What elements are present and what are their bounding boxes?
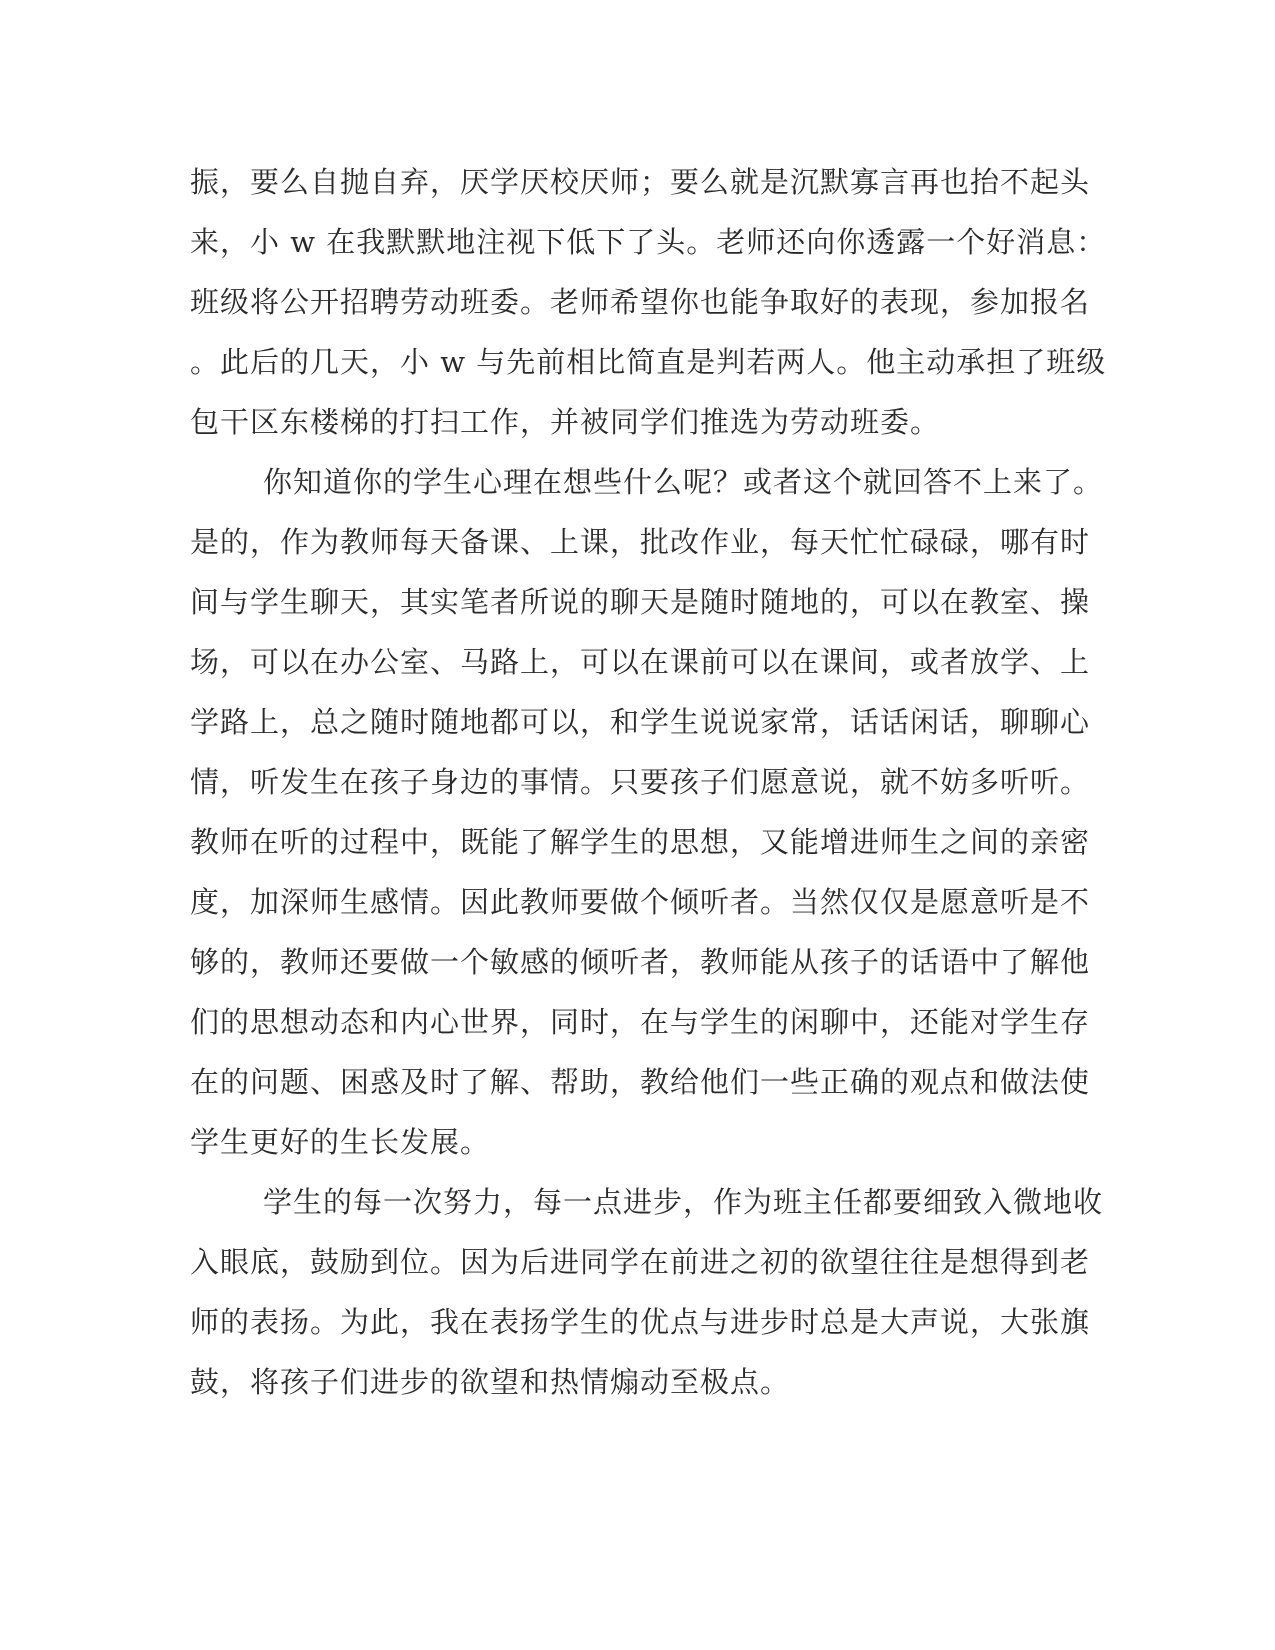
- text-line: 来，小 w 在我默默地注视下低下了头。老师还向你透露一个好消息：: [190, 225, 1107, 259]
- text-line: 在的问题、困惑及时了解、帮助，教给他们一些正确的观点和做法使: [190, 1065, 1091, 1099]
- paragraph-2: [190, 452, 1104, 1172]
- text-line: 们的思想动态和内心世界，同时，在与学生的闲聊中，还能对学生存: [190, 1005, 1091, 1039]
- text-line: 振，要么自抛自弃，厌学厌校厌师；要么就是沉默寡言再也抬不起头: [190, 165, 1091, 199]
- paragraph-1: [190, 152, 1107, 452]
- text-line: 场，可以在办公室、马路上，可以在课前可以在课间，或者放学、上: [190, 645, 1091, 679]
- text-line: 学路上，总之随时随地都可以，和学生说说家常，话话闲话，聊聊心: [190, 705, 1091, 739]
- text-line: 间与学生聊天，其实笔者所说的聊天是随时随地的，可以在教室、操: [190, 585, 1091, 619]
- text-line: 情，听发生在孩子身边的事情。只要孩子们愿意说，就不妨多听听。: [190, 765, 1091, 799]
- text-line: 你知道你的学生心理在想些什么呢？或者这个就回答不上来了。: [263, 465, 1104, 499]
- text-line: 师的表扬。为此，我在表扬学生的优点与进步时总是大声说，大张旗: [190, 1305, 1091, 1339]
- text-line: 入眼底，鼓励到位。因为后进同学在前进之初的欲望往往是想得到老: [190, 1245, 1091, 1279]
- text-line: 学生的每一次努力，每一点进步，作为班主任都要细致入微地收: [263, 1185, 1104, 1219]
- text-line: 是的，作为教师每天备课、上课，批改作业，每天忙忙碌碌，哪有时: [190, 525, 1091, 559]
- text-line: 鼓，将孩子们进步的欲望和热情煽动至极点。: [190, 1365, 791, 1399]
- text-line: 度，加深师生感情。因此教师要做个倾听者。当然仅仅是愿意听是不: [190, 885, 1091, 919]
- text-line: 够的，教师还要做一个敏感的倾听者，教师能从孩子的话语中了解他: [190, 945, 1091, 979]
- text-line: 班级将公开招聘劳动班委。老师希望你也能争取好的表现，参加报名: [190, 285, 1091, 319]
- text-line: 包干区东楼梯的打扫工作，并被同学们推选为劳动班委。: [190, 405, 941, 439]
- text-line: 教师在听的过程中，既能了解学生的思想，又能增进师生之间的亲密: [190, 825, 1091, 859]
- text-line: 。此后的几天，小 w 与先前相比简直是判若两人。他主动承担了班级: [190, 345, 1107, 379]
- paragraph-3: [190, 1172, 1104, 1412]
- text-line: 学生更好的生长发展。: [190, 1125, 491, 1159]
- document-body: [190, 152, 1107, 1412]
